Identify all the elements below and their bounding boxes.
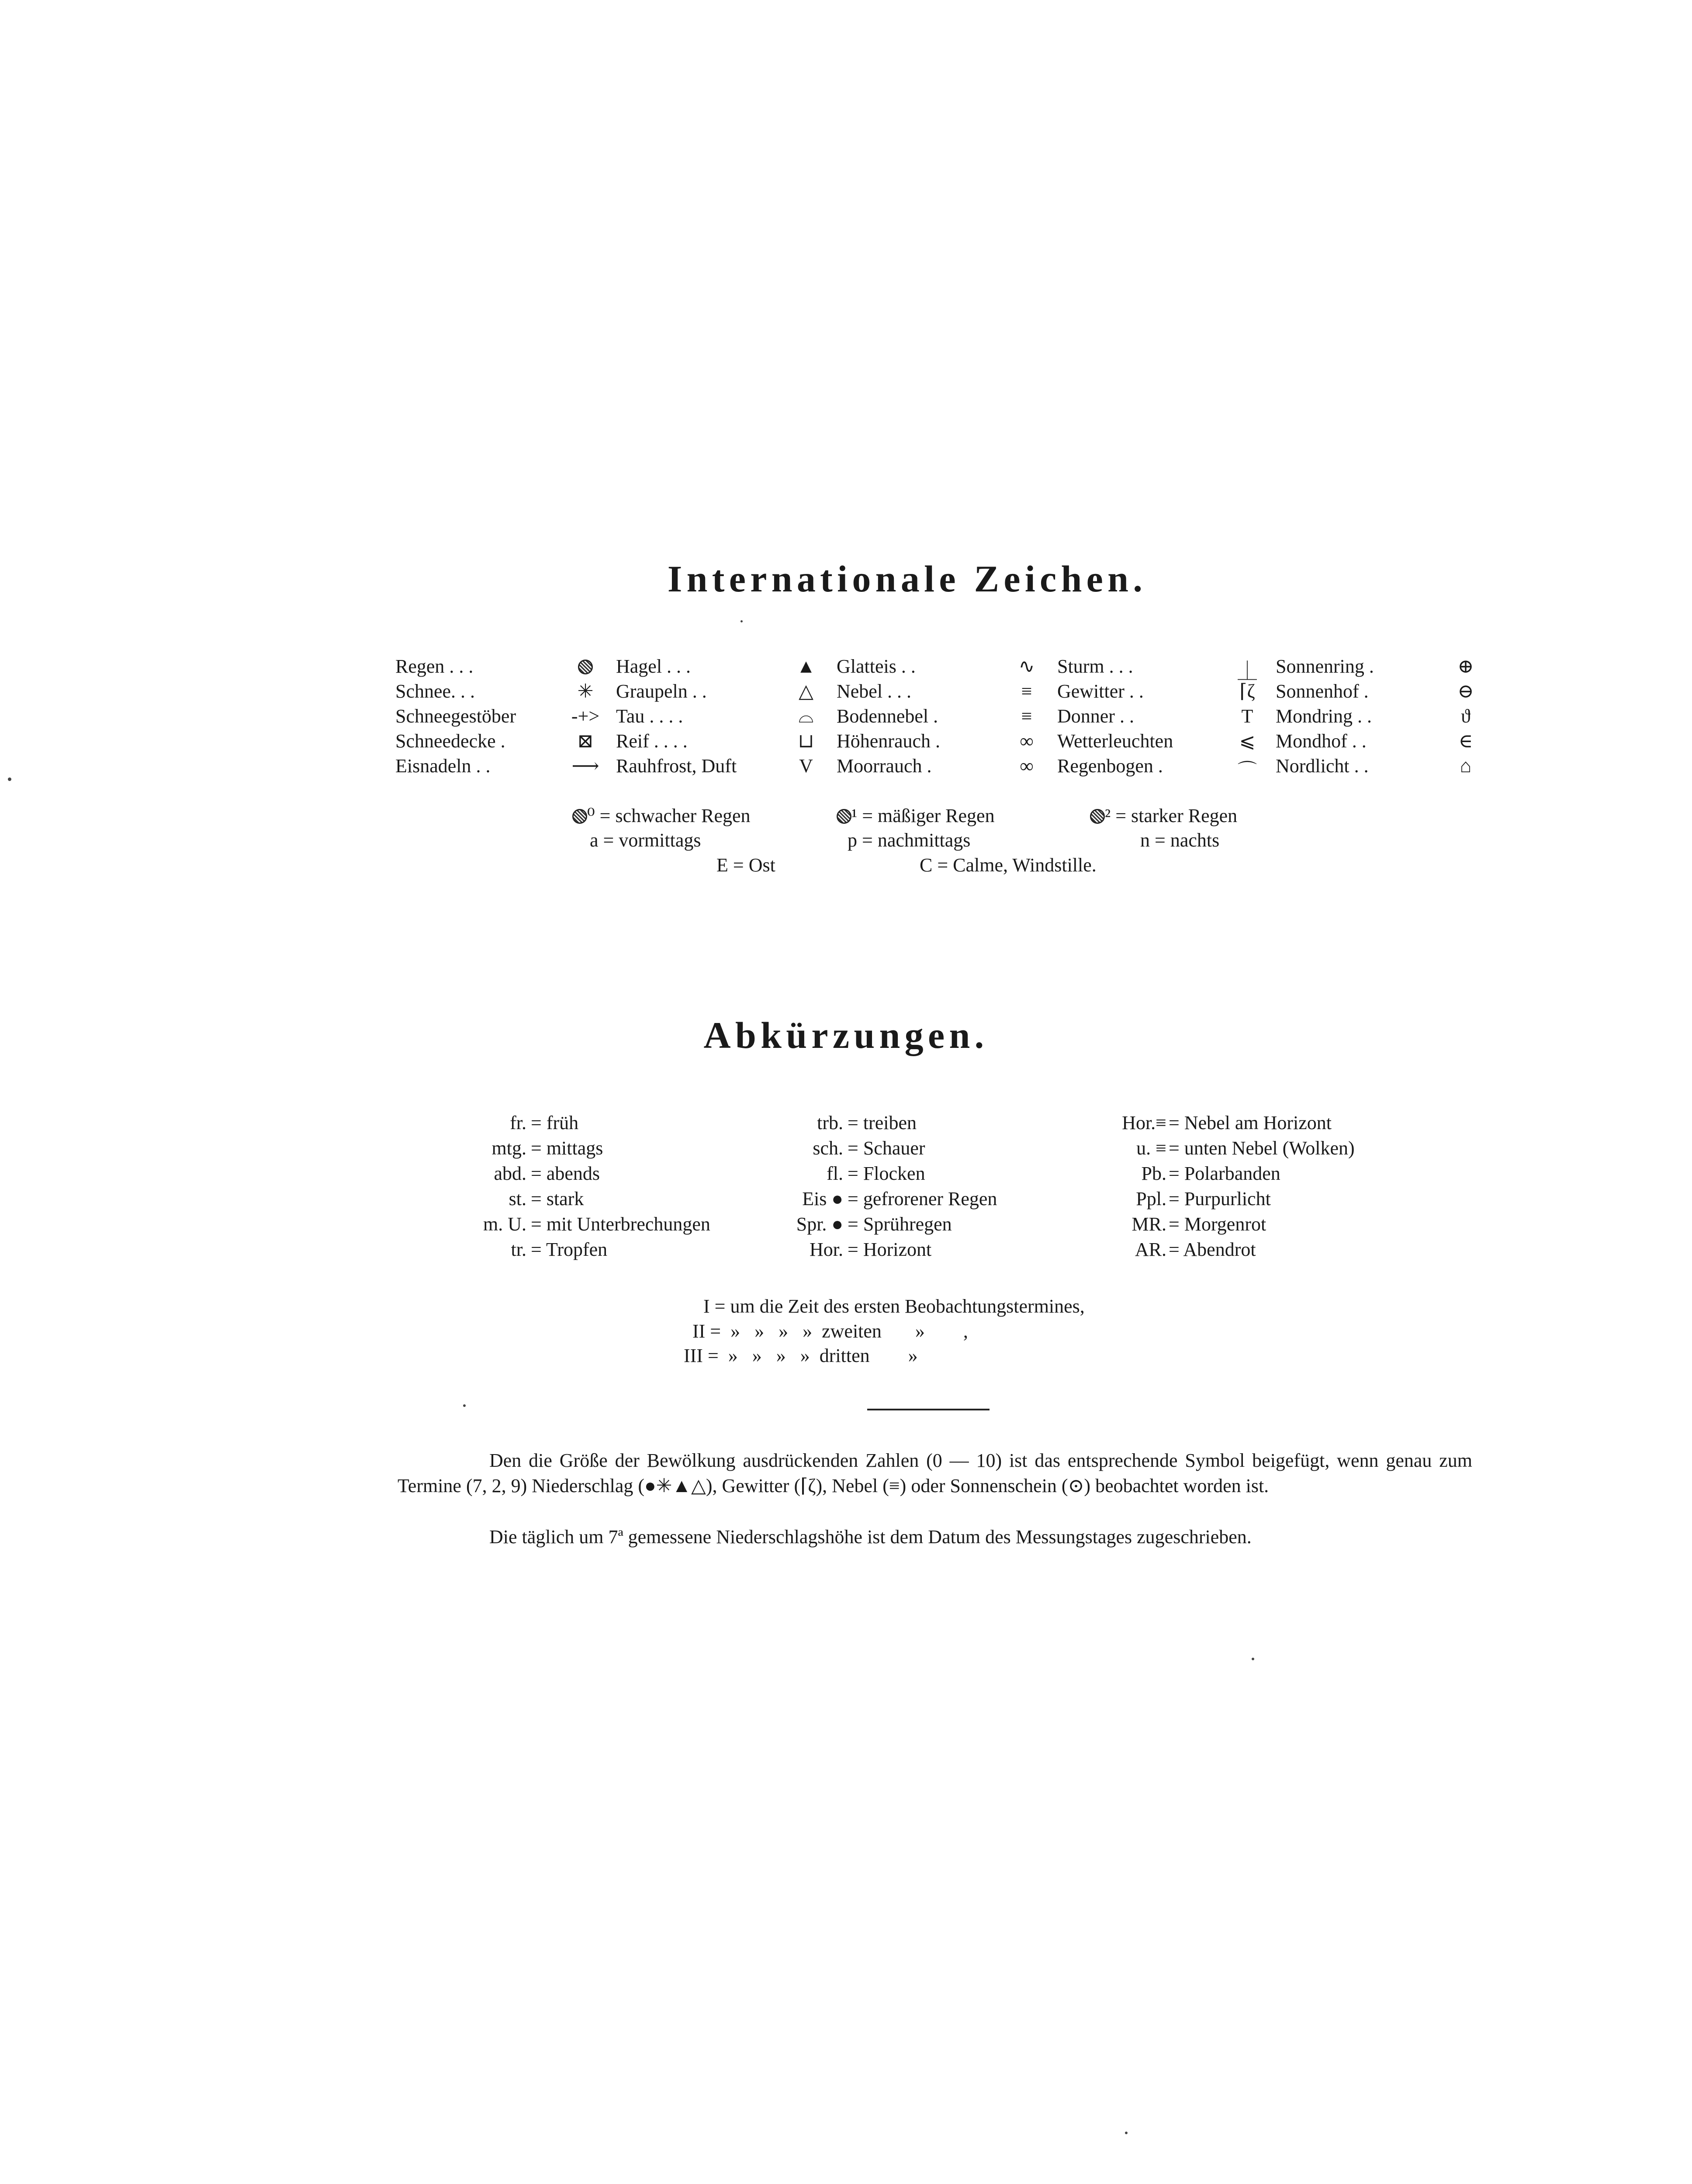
abbreviation-key: Hor. (810, 1239, 843, 1260)
abbreviation-value: = Abendrot (1169, 1239, 1256, 1260)
dew-icon: ⌓ (798, 705, 814, 727)
symbol-label: Donner . . (1057, 705, 1134, 727)
moon-halo-icon: ∈ (1458, 730, 1473, 752)
note-strong-rain-text: ² = starker Regen (1105, 805, 1238, 826)
rain-icon (837, 809, 851, 824)
symbol-label: Eisnadeln . . (395, 755, 491, 777)
note-e: E = Ost (716, 854, 775, 876)
title-internationale-zeichen: Internationale Zeichen. (667, 558, 1147, 600)
note-weak-rain (572, 805, 751, 827)
abbreviation-row (769, 1188, 1040, 1213)
term-line-3: III = » » » » dritten » (684, 1345, 918, 1366)
abbreviation-value: = Schauer (848, 1137, 925, 1159)
abbreviation-column-2 (769, 1112, 1040, 1264)
abbreviation-value: = Flocken (848, 1163, 925, 1184)
title-abkuerzungen: Abkürzungen. (703, 1014, 989, 1056)
symbol-row (616, 705, 821, 730)
abbreviation-key: Spr. ● (796, 1213, 843, 1235)
abbreviation-row (437, 1137, 751, 1162)
symbol-label: Schneegestöber (395, 705, 516, 727)
abbreviation-value: = Tropfen (531, 1239, 608, 1260)
abbreviation-key: tr. (511, 1239, 526, 1260)
abbreviation-row (769, 1162, 1040, 1188)
rain-icon (1090, 809, 1105, 824)
term-line-2: II = » » » » zweiten » , (692, 1320, 968, 1342)
storm-icon: ⏊ (1238, 660, 1257, 682)
snow-cover-icon: ⊠ (577, 730, 594, 752)
abbreviation-value: = Purpurlicht (1169, 1188, 1271, 1209)
symbol-label: Rauhfrost, Duft (616, 755, 737, 777)
symbol-row (837, 755, 1042, 780)
abbreviation-value: = mit Unterbrechungen (531, 1213, 710, 1235)
thunder-icon: T (1241, 705, 1253, 727)
symbol-row (1276, 705, 1481, 730)
symbol-row (1057, 755, 1263, 780)
abbreviation-row (437, 1112, 751, 1137)
abbreviation-row (769, 1238, 1040, 1264)
abbreviation-value: = stark (531, 1188, 584, 1209)
symbol-label: Mondhof . . (1276, 730, 1367, 752)
symbol-label: Mondring . . (1276, 705, 1372, 727)
symbol-label: Nordlicht . . (1276, 755, 1369, 777)
note-moderate-rain-text: ¹ = mäßiger Regen (851, 805, 995, 826)
symbol-row (1276, 730, 1481, 755)
abbreviation-value: = früh (531, 1112, 579, 1133)
note-strong-rain (1090, 805, 1237, 827)
abbreviation-key: Eis ● (802, 1188, 843, 1209)
abbreviation-key: abd. (494, 1163, 526, 1184)
fog-icon: ≡ (1021, 681, 1032, 702)
symbol-label: Graupeln . . (616, 681, 707, 702)
symbol-column-4 (1057, 655, 1263, 780)
abbreviation-value: = mittags (531, 1137, 603, 1159)
symbol-label: Schneedecke . (395, 730, 505, 752)
abbreviation-row (1083, 1213, 1407, 1238)
sun-ring-icon: ⊕ (1457, 656, 1474, 677)
symbol-row (395, 755, 601, 780)
hail-icon: ▲ (796, 656, 816, 677)
aurora-icon: ⌂ (1460, 755, 1472, 777)
abbreviation-column-1 (437, 1112, 751, 1264)
term-line-1: I = um die Zeit des ersten Beobachtungstermines, (703, 1296, 1085, 1317)
abbreviation-value: = Horizont (848, 1239, 932, 1260)
note-moderate-rain (837, 805, 995, 827)
symbol-row (1276, 655, 1481, 680)
ground-fog-icon: ≡ (1021, 705, 1032, 727)
abbreviation-row (769, 1213, 1040, 1238)
glaze-icon: ∿ (1018, 656, 1035, 677)
abbreviation-key: fl. (827, 1163, 843, 1184)
symbol-row (837, 730, 1042, 755)
symbol-label: Höhenrauch . (837, 730, 941, 752)
symbol-label: Reif . . . . (616, 730, 688, 752)
scan-speck (8, 778, 11, 781)
abbreviation-key: fr. (510, 1112, 526, 1133)
abbreviation-value: = gefrorener Regen (848, 1188, 997, 1209)
symbol-column-2 (616, 655, 821, 780)
symbol-row (1057, 680, 1263, 705)
note-c: C = Calme, Windstille. (920, 854, 1097, 876)
symbol-label: Sonnenring . (1276, 656, 1374, 677)
symbol-label: Moorrauch . (837, 755, 932, 777)
abbreviation-value: = Morgenrot (1169, 1213, 1266, 1235)
abbreviation-row (1083, 1238, 1407, 1264)
symbol-row (616, 680, 821, 705)
snow-icon: ✳ (577, 681, 594, 702)
scan-speck (1252, 1658, 1254, 1660)
symbol-row (1057, 705, 1263, 730)
divider-rule (867, 1409, 990, 1410)
abbreviation-row (769, 1137, 1040, 1162)
symbol-column-5 (1276, 655, 1481, 780)
symbol-row (616, 755, 821, 780)
note-n: n = nachts (1140, 829, 1220, 851)
abbreviation-key: AR. (1135, 1239, 1166, 1260)
note-p: p = nachmittags (848, 829, 971, 851)
abbreviation-key: st. (509, 1188, 526, 1209)
scan-speck (463, 1404, 466, 1407)
symbol-label: Schnee. . . (395, 681, 475, 702)
symbol-row (837, 655, 1042, 680)
abbreviation-key: trb. (817, 1112, 843, 1133)
abbreviation-key: Hor.≡ (1122, 1112, 1166, 1133)
scan-speck (1125, 2132, 1128, 2134)
abbreviation-row (437, 1238, 751, 1264)
note-weak-rain-text: ⁰ = schwacher Regen (587, 805, 751, 826)
abbreviation-row (769, 1112, 1040, 1137)
thunderstorm-icon: ⌈ζ (1239, 681, 1255, 702)
abbreviation-value: = unten Nebel (Wolken) (1169, 1137, 1355, 1159)
symbol-label: Wetterleuchten (1057, 730, 1173, 752)
snowstorm-icon: -+> (571, 705, 600, 727)
symbol-label: Hagel . . . (616, 656, 691, 677)
symbol-label: Nebel . . . (837, 681, 912, 702)
moon-ring-icon: ϑ (1461, 705, 1471, 727)
note-a: a = vormittags (590, 829, 701, 851)
rain-icon (572, 809, 587, 824)
symbol-label: Glatteis . . (837, 656, 916, 677)
abbreviation-key: sch. (813, 1137, 843, 1159)
abbreviation-value: = treiben (848, 1112, 917, 1133)
symbol-row (1057, 655, 1263, 680)
abbreviation-value: = abends (531, 1163, 600, 1184)
abbreviation-key: u. ≡ (1136, 1137, 1166, 1159)
abbreviation-row (1083, 1188, 1407, 1213)
paragraph-cloud-symbols: Den die Größe der Bewölkung ausdrückenden Zahlen (0 — 10) ist das entsprechende Symbol beigefügt, wenn genau zum Termine (7, 2, 9) Niederschlag (●✳▲△), Gewitter (⌈ζ), Nebel (≡) oder Sonnenschein (⊙) beobachtet worden ist. (398, 1450, 1472, 1496)
ice-needles-icon: ⟶ (571, 755, 599, 777)
abbreviation-key: Pb. (1141, 1163, 1166, 1184)
symbol-label: Regen . . . (395, 656, 474, 677)
paragraph-precipitation: Die täglich um 7ª gemessene Niederschlagshöhe ist dem Datum des Messungstages zugeschrieben. (489, 1526, 1252, 1548)
symbol-row (837, 680, 1042, 705)
abbreviation-row (1083, 1112, 1407, 1137)
abbreviation-column-3 (1083, 1112, 1407, 1264)
abbreviation-value: = Sprühregen (848, 1213, 952, 1235)
symbol-label: Sonnenhof . (1276, 681, 1369, 702)
haze-icon: ∞ (1020, 730, 1034, 752)
symbol-row (1276, 680, 1481, 705)
symbol-row (395, 655, 601, 680)
symbol-label: Tau . . . . (616, 705, 683, 727)
symbol-row (616, 730, 821, 755)
symbol-row (395, 680, 601, 705)
sun-halo-icon: ⊖ (1457, 681, 1474, 702)
abbreviation-key: mtg. (491, 1137, 526, 1159)
symbol-label: Regenbogen . (1057, 755, 1163, 777)
symbol-column-3 (837, 655, 1042, 780)
symbol-label: Gewitter . . (1057, 681, 1144, 702)
abbreviation-value: = Nebel am Horizont (1169, 1112, 1332, 1133)
abbreviation-row (437, 1188, 751, 1213)
rain-icon (570, 655, 601, 677)
graupel-icon: △ (799, 681, 813, 702)
abbreviation-row (1083, 1137, 1407, 1162)
abbreviation-key: MR. (1131, 1213, 1166, 1235)
symbol-column-1 (395, 655, 601, 780)
symbol-row (395, 730, 601, 755)
symbol-row (616, 655, 821, 680)
moor-smoke-icon: ∞ (1020, 755, 1034, 777)
symbol-row (1057, 730, 1263, 755)
abbreviation-row (1083, 1162, 1407, 1188)
abbreviation-row (437, 1162, 751, 1188)
abbreviation-row (437, 1213, 751, 1238)
rainbow-icon: ⌒ (1238, 760, 1257, 781)
abbreviation-key: m. U. (483, 1213, 526, 1235)
abbreviation-key: Ppl. (1136, 1188, 1166, 1209)
symbol-row (1276, 755, 1481, 780)
sheet-lightning-icon: ⩽ (1239, 730, 1256, 752)
symbol-label: Bodennebel . (837, 705, 938, 727)
frost-icon: ⊔ (798, 730, 814, 752)
abbreviation-value: = Polarbanden (1169, 1163, 1280, 1184)
symbol-label: Sturm . . . (1057, 656, 1133, 677)
scan-speck (740, 620, 743, 622)
symbol-row (395, 705, 601, 730)
symbol-row (837, 705, 1042, 730)
rime-icon: V (799, 755, 813, 777)
